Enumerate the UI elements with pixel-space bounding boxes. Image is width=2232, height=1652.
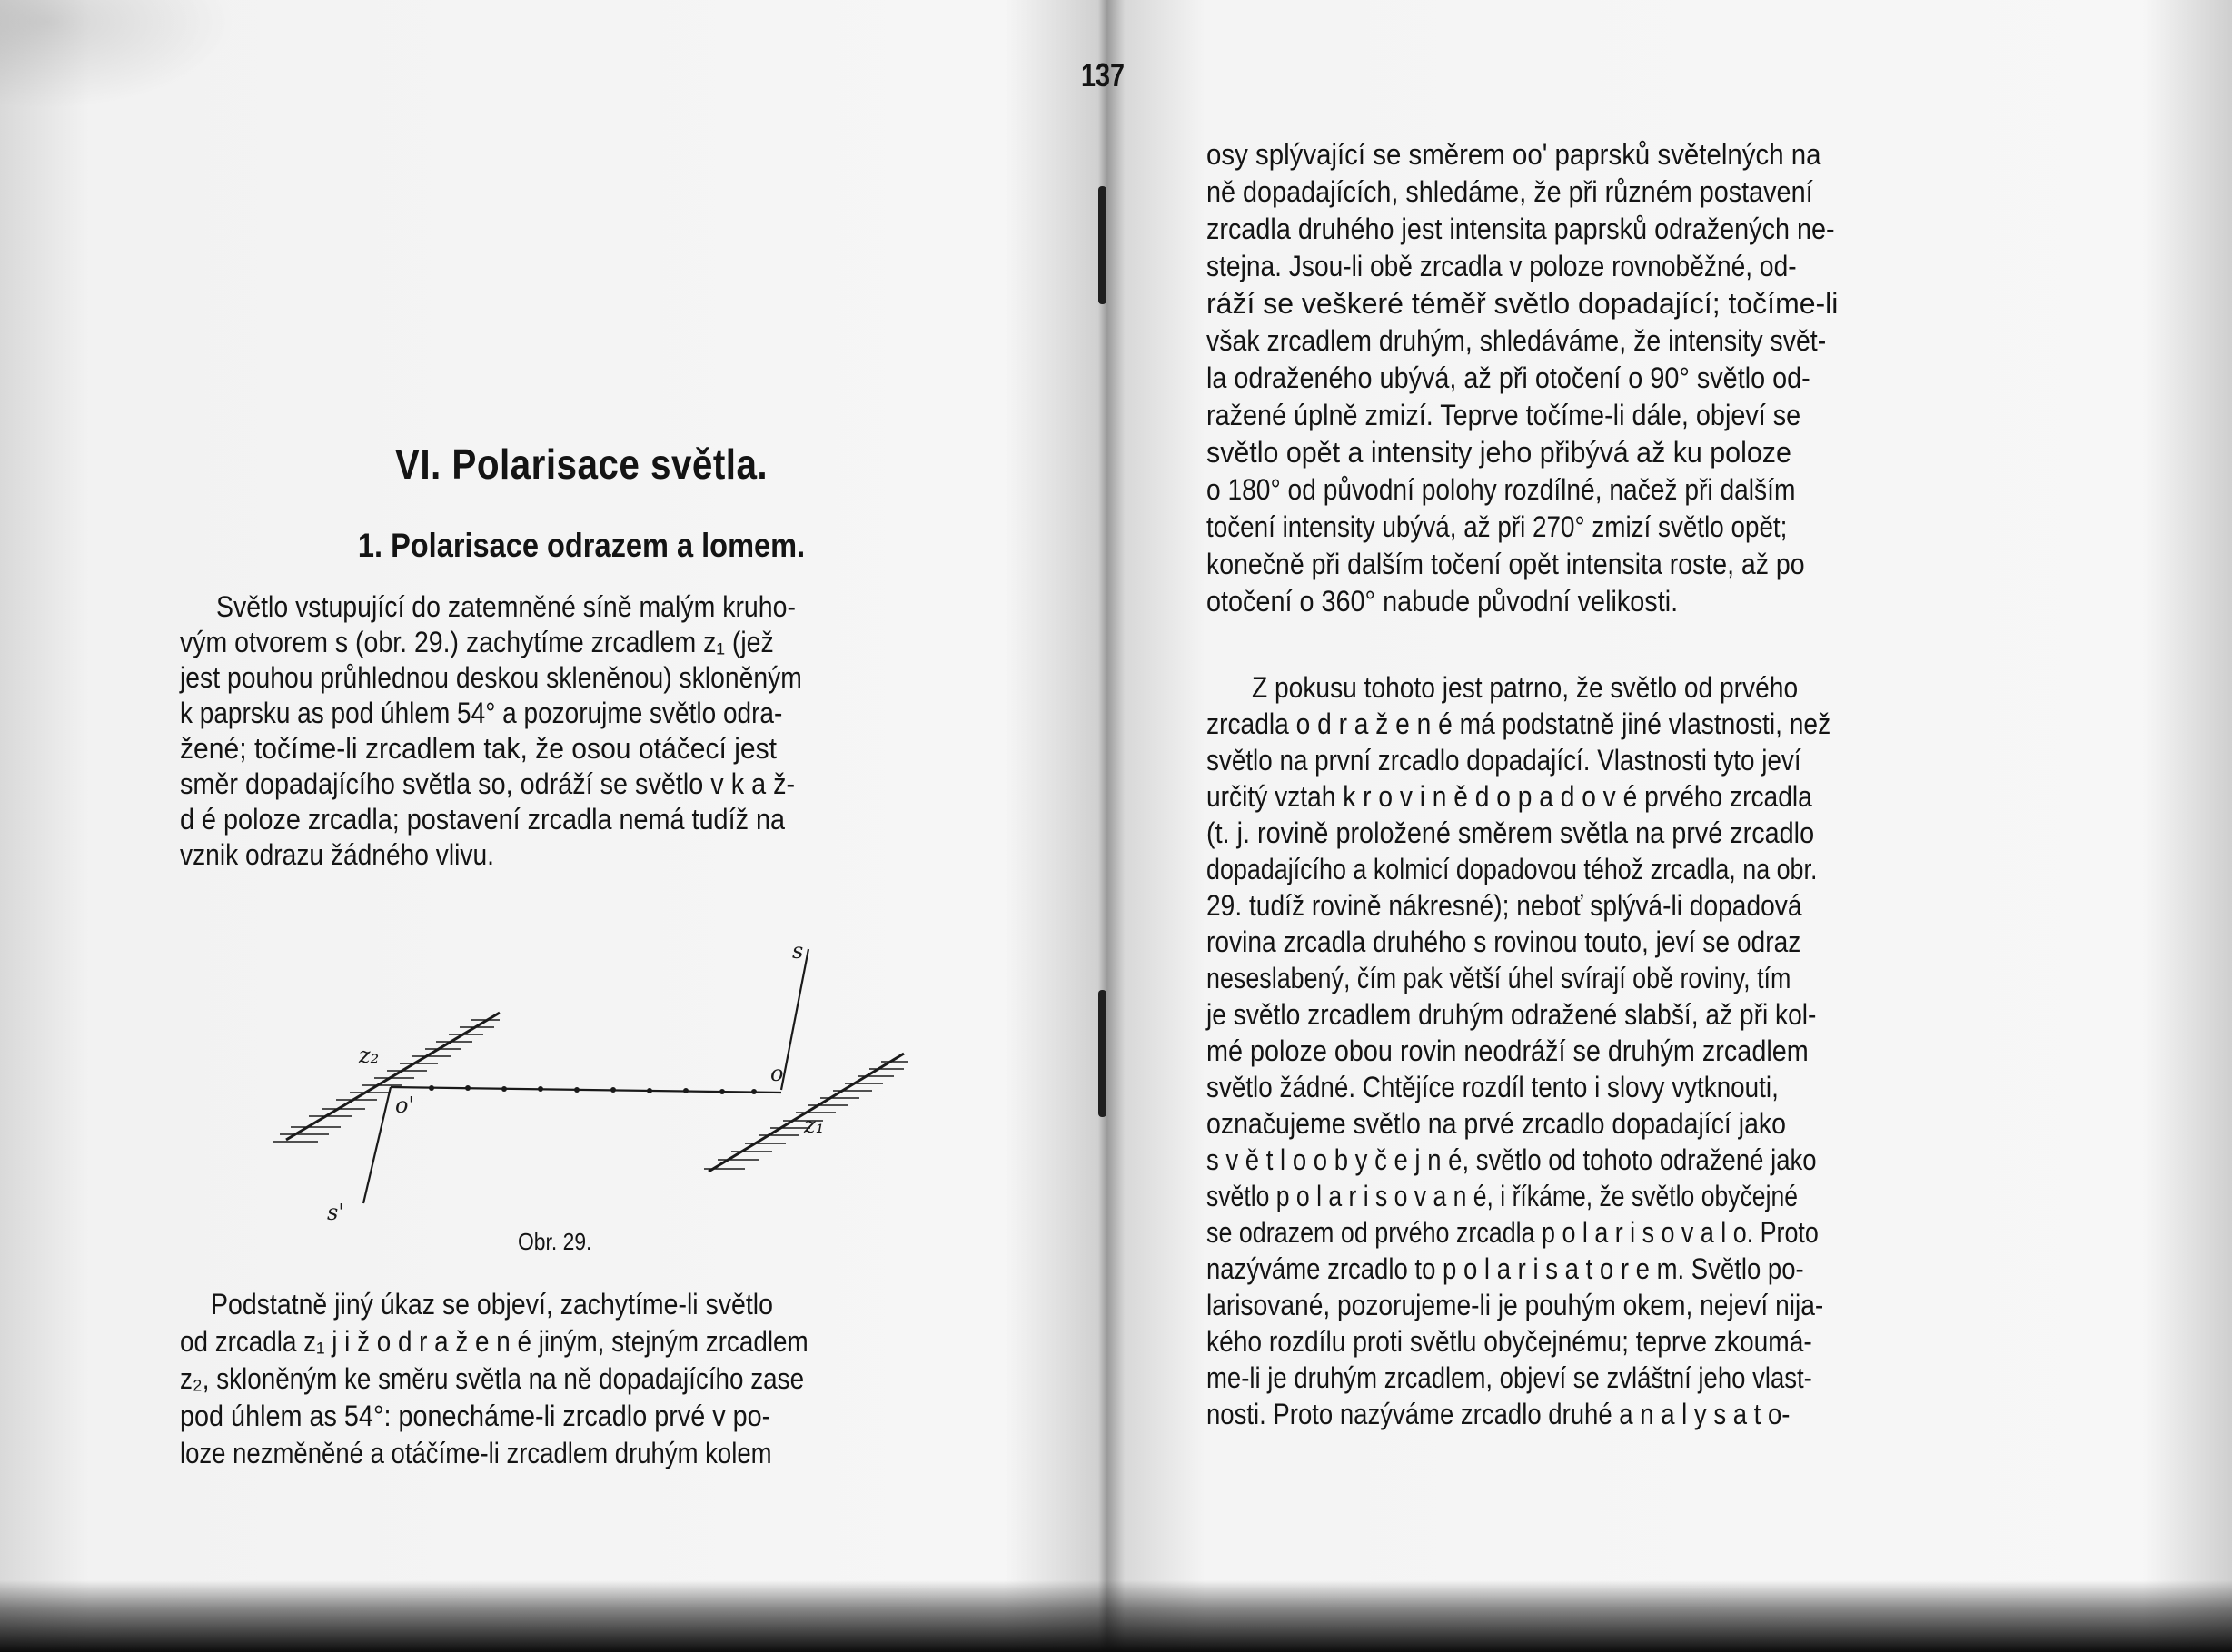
text-line: světlo opět a intensity jeho přibývá až ku poloze — [1206, 436, 1791, 469]
text-line: stejna. Jsou-li obě zrcadla v poloze rovnoběžné, od- — [1206, 250, 1797, 282]
text-line: s v ě t l o o b y č e j n é, světlo od tohoto odražené jako — [1206, 1143, 1817, 1176]
mirror-diagram — [273, 931, 908, 1231]
page-number: 137 — [1080, 56, 1125, 94]
label-o-prime: o' — [395, 1093, 415, 1118]
text-line: žené; točíme-li zrcadlem tak, že osou otáčecí jest — [180, 732, 778, 765]
text-line: loze nezměněné a otáčíme-li zrcadlem druhým kolem — [180, 1437, 772, 1469]
section-title: 1. Polarisace odrazem a lomem. — [357, 527, 806, 564]
ray-second-reflection — [363, 1087, 391, 1203]
text-line: mé poloze obou rovin neodráží se druhým zrcadlem — [1206, 1034, 1809, 1067]
left-page — [0, 0, 1108, 1580]
figure-caption: Obr. 29. — [518, 1228, 592, 1255]
text-line: vznik odrazu žádného vlivu. — [180, 838, 494, 871]
text-line: určitý vztah k r o v i n ě d o p a d o v é prvého zrcadla — [1206, 780, 1812, 813]
label-z1: z₁ — [804, 1113, 825, 1138]
text-line: je světlo zrcadlem druhým odražené slabší, až při kol- — [1206, 998, 1817, 1031]
text-line: od zrcadla z₁ j i ž o d r a ž e n é jiným, stejným zrcadlem — [180, 1325, 808, 1358]
text-line: Podstatně jiný úkaz se objeví, zachytíme-li světlo — [211, 1288, 773, 1321]
label-s: s — [792, 938, 804, 964]
text-line: označujeme světlo na prvé zrcadlo dopadající jako — [1206, 1107, 1787, 1140]
scan-bottom-shadow — [0, 1580, 2232, 1652]
text-line: la odraženého ubývá, až při otočení o 90° světlo od- — [1206, 361, 1810, 394]
label-o: o — [770, 1061, 784, 1086]
text-line: Světlo vstupující do zatemněné síně malým kruho- — [216, 590, 796, 623]
label-z2: z₂ — [359, 1043, 380, 1068]
text-line: však zrcadlem druhým, shledáváme, že intensity svět- — [1206, 324, 1827, 357]
text-line: točení intensity ubývá, až při 270° zmizí světlo opět; — [1206, 510, 1788, 543]
text-line: zrcadla o d r a ž e n é má podstatně jiné vlastnosti, než — [1206, 707, 1831, 740]
text-line: nosti. Proto nazýváme zrcadlo druhé a n a l y s a t o- — [1206, 1398, 1791, 1430]
text-line: dopadajícího a kolmicí dopadovou téhož zrcadla, na obr. — [1206, 853, 1818, 885]
text-line: pod úhlem as 54°: ponecháme-li zrcadlo prvé v po- — [180, 1400, 771, 1432]
text-line: d é poloze zrcadla; postavení zrcadla nemá tudíž na — [180, 803, 785, 836]
text-line: se odrazem od prvého zrcadla p o l a r i s o v a l o. Proto — [1206, 1216, 1819, 1249]
text-line: larisované, pozorujeme-li je pouhým okem, nejeví nija- — [1206, 1289, 1824, 1321]
text-line: osy splývající se směrem oo' paprsků světelných na — [1206, 138, 1821, 171]
text-line: směr dopadajícího světla so, odráží se světlo v k a ž- — [180, 767, 796, 800]
text-line: vým otvorem s (obr. 29.) zachytíme zrcadlem z₁ (jež — [180, 626, 774, 658]
text-line: jest pouhou průhlednou deskou skleněnou) skloněným — [180, 661, 802, 694]
ray-incident — [781, 949, 808, 1090]
text-line: k paprsku as pod úhlem 54° a pozorujme světlo odra- — [180, 697, 783, 729]
text-line: rovina zrcadla druhého s rovinou touto, jeví se odraz — [1206, 925, 1801, 958]
text-line: nazýváme zrcadlo to p o l a r i s a t o r e m. Světlo po- — [1206, 1252, 1804, 1285]
text-line: Z pokusu tohoto jest patrno, že světlo od prvého — [1252, 671, 1799, 704]
text-line: o 180° od původní polohy rozdílné, načež při dalším — [1206, 473, 1796, 506]
text-line: ražené úplně zmizí. Teprve točíme-li dále, objeví se — [1206, 399, 1801, 431]
text-line: kého rozdílu proti světlu obyčejnému; teprve zkoumá- — [1206, 1325, 1812, 1358]
mirror-z2 — [286, 1013, 500, 1140]
text-line: z₂, skloněným ke směru světla na ně dopadajícího zase — [180, 1362, 805, 1395]
label-s-prime: s' — [327, 1200, 344, 1225]
text-line: 29. tudíž rovině nákresné); neboť splývá-li dopadová — [1206, 889, 1802, 922]
text-line: světlo p o l a r i s o v a n é, i říkáme, že světlo obyčejné — [1206, 1180, 1799, 1212]
text-line: světlo na první zrcadlo dopadající. Vlastnosti tyto jeví — [1206, 744, 1801, 777]
chapter-title: VI. Polarisace světla. — [394, 440, 769, 488]
text-line: světlo žádné. Chtějíce rozdíl tento i slovy vytknouti, — [1206, 1071, 1779, 1103]
text-line: (t. j. rovině proložené směrem světla na prvé zrcadlo — [1206, 816, 1815, 849]
text-line: konečně při dalším točení opět intensita roste, až po — [1206, 548, 1805, 580]
text-line: ráží se veškeré téměř světlo dopadající; točíme-li — [1206, 287, 1839, 320]
text-line: otočení o 360° nabude původní velikosti. — [1206, 585, 1679, 618]
text-line: ně dopadajících, shledáme, že při různém postavení — [1206, 175, 1813, 208]
text-line: neseslabený, čím pak větší úhel svírají obě roviny, tím — [1206, 962, 1791, 994]
text-line: zrcadla druhého jest intensita paprsků odražených ne- — [1206, 213, 1835, 245]
text-line: me-li je druhým zrcadlem, objeví se zvláštní jeho vlast- — [1206, 1361, 1812, 1394]
